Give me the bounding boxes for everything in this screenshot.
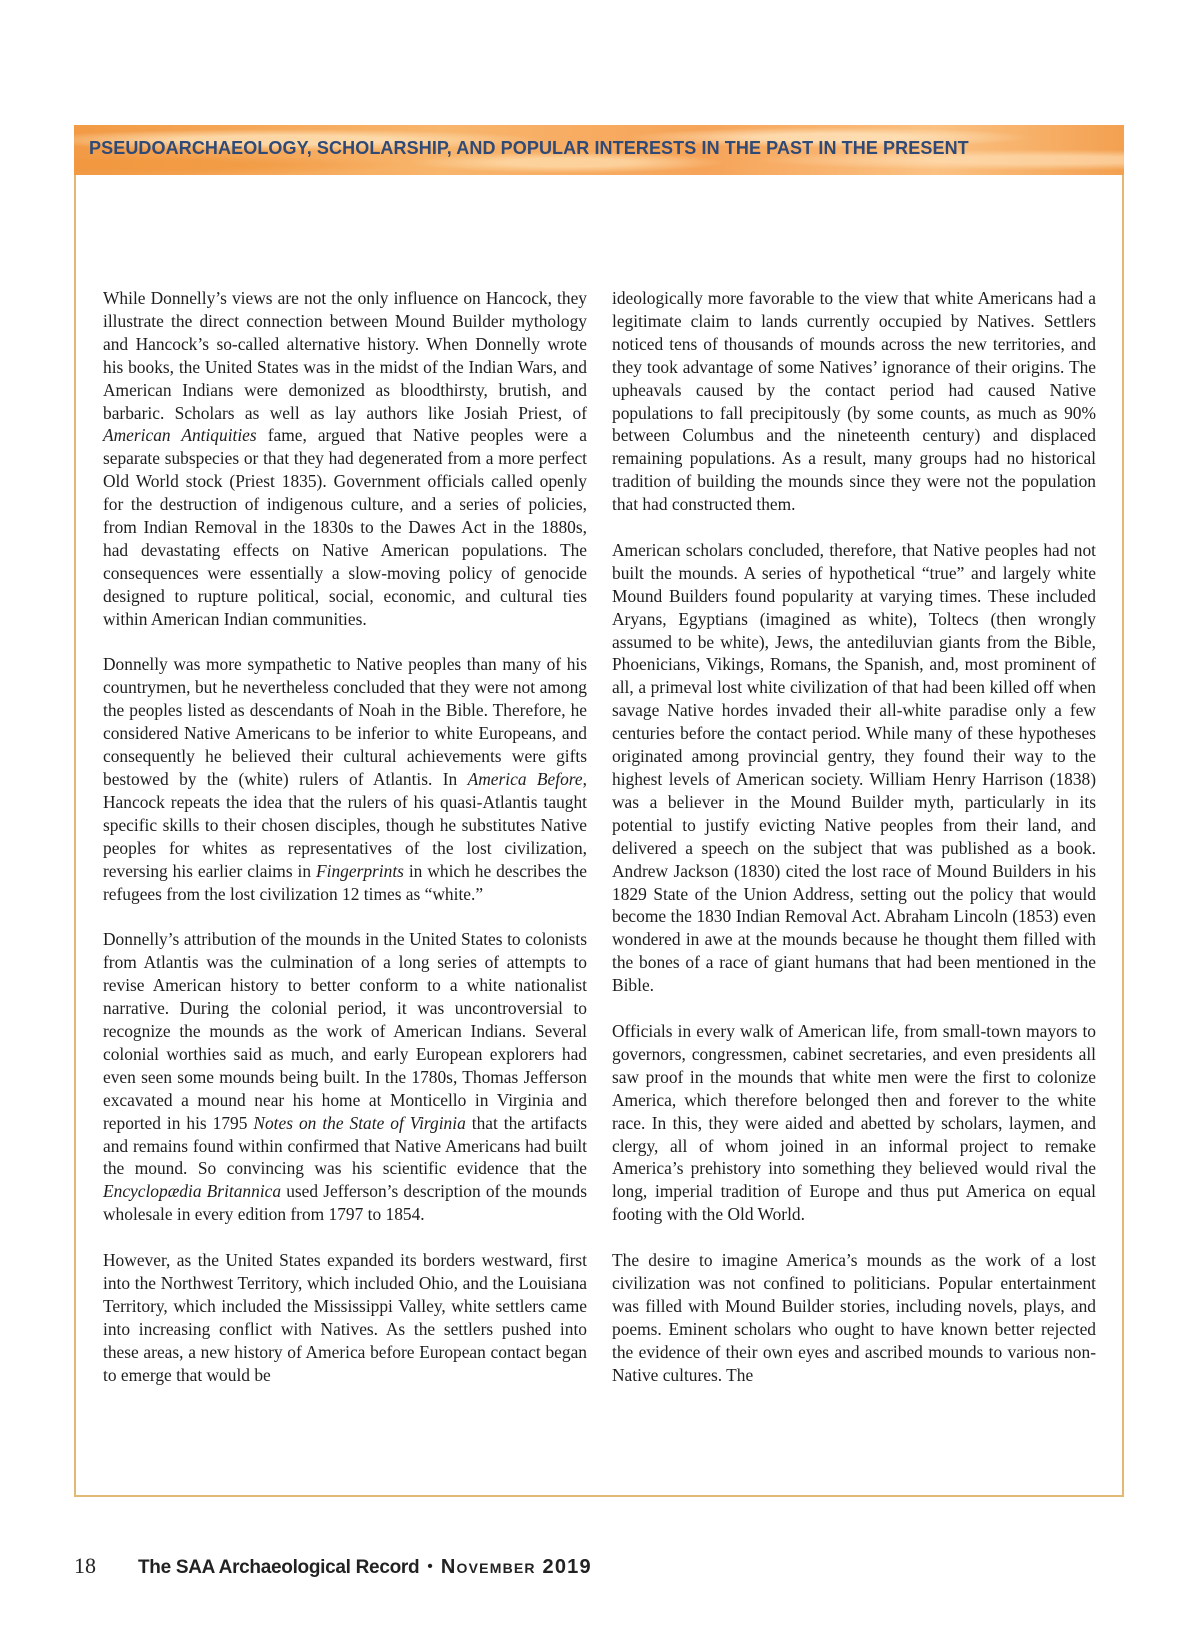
issue-date: November 2019 bbox=[440, 1556, 592, 1578]
italic-title: Fingerprints bbox=[316, 860, 404, 881]
article-column-right bbox=[612, 287, 1096, 1386]
italic-title: Encyclopædia Britannica bbox=[103, 1181, 282, 1202]
article-paragraph: While Donnelly’s views are not the only influence on Hancock, they illustrate the direct connection between Mound Builder mythology and Hancock’s so-called alternative history. When Donnelly wrote his books, the United States was in the midst of the Indian Wars, and American Indians were demonized as bloodthirsty, brutish, and barbaric. Scholars as well as lay authors like Josiah Priest, of American Antiquities fame, argued that Native peoples were a separate subspecies or that they had degenerated from a more perfect Old World stock (Priest 1835). Government officials called openly for the destruction of indigenous culture, and a series of policies, from Indian Removal in the 1830s to the Dawes Act in the 1880s, had devastating effects on Native American populations. The consequences were essentially a slow-moving policy of genocide designed to rupture political, social, economic, and cultural ties within American Indian communities. bbox=[103, 288, 587, 629]
article-paragraph: Donnelly was more sympathetic to Native peoples than many of his countrymen, but he nevertheless concluded that they were not among the peoples listed as descendants of Noah in the Bible. Therefore, he considered Native Americans to be inferior to white Europeans, and consequently he believed their cultural achievements were gifts bestowed by the (white) rulers of Atlantis. In America Before, Hancock repeats the idea that the rulers of his quasi-Atlantis taught specific skills to their chosen disciples, though he substitutes Native peoples for whites as representatives of the lost civilization, reversing his earlier claims in Fingerprints in which he describes the refugees from the lost civilization 12 times as “white.” bbox=[103, 654, 587, 904]
article-paragraph: However, as the United States expanded its borders westward, first into the Northwest Territory, which included Ohio, and the Louisiana Territory, which included the Mississippi Valley, white settlers came into increasing conflict with Natives. As the settlers pushed into these areas, a new history of America before European contact began to emerge that would be bbox=[103, 1250, 587, 1385]
italic-title: Notes on the State of Virginia bbox=[253, 1112, 466, 1133]
article-paragraph: Officials in every walk of American life, from small-town mayors to governors, congressmen, cabinet secretaries, and even presidents all saw proof in the mounds that white men were the first to colonize America, which therefore belonged then and forever to the white race. In this, they were aided and abetted by scholars, laymen, and clergy, all of whom joined in an informal project to remake America’s prehistory into something they believed would rival the long, imperial tradition of Europe and thus put America on equal footing with the Old World. bbox=[612, 1020, 1096, 1225]
section-banner bbox=[74, 125, 1124, 175]
article-paragraph: ideologically more favorable to the view that white Americans had a legitimate claim to lands currently occupied by Natives. Settlers noticed tens of thousands of mounds across the new territories, and they took advantage of some Natives’ ignorance of their origins. The upheavals caused by the contact period had caused Native populations to fall precipitously (by some counts, as much as 90% between Columbus and the nineteenth century) and displaced remaining populations. As a result, many groups had no historical tradition of building the mounds since they were not the population that had constructed them. bbox=[612, 288, 1096, 515]
section-title: PSEUDOARCHAEOLOGY, SCHOLARSHIP, AND POPULAR INTERESTS IN THE PAST IN THE PRESENT bbox=[89, 138, 969, 158]
article-paragraph: Donnelly’s attribution of the mounds in the United States to colonists from Atlantis was the culmination of a long series of attempts to revise American history to better conform to a white nationalist narrative. During the colonial period, it was uncontroversial to recognize the mounds as the work of American Indians. Several colonial worthies said as much, and early European explorers had even seen some mounds being built. In the 1780s, Thomas Jefferson excavated a mound near his home at Monticello in Virginia and reported in his 1795 Notes on the State of Virginia that the artifacts and remains found within confirmed that Native Americans had built the mound. So convincing was his scientific evidence that the Encyclopædia Britannica used Jefferson’s description of the mounds wholesale in every edition from 1797 to 1854. bbox=[103, 929, 587, 1225]
italic-title: America Before bbox=[467, 769, 583, 790]
italic-title: American Antiquities bbox=[103, 425, 257, 446]
article-paragraph: The desire to imagine America’s mounds as the work of a lost civilization was not confined to politicians. Popular entertainment was filled with Mound Builder stories, including novels, plays, and poems. Eminent scholars who ought to have known better rejected the evidence of their own eyes and ascribed mounds to various non-Native cultures. The bbox=[612, 1250, 1096, 1385]
article-column-left bbox=[103, 287, 587, 1386]
journal-name: The SAA Archaeological Record bbox=[138, 1557, 420, 1578]
article-paragraph: American scholars concluded, therefore, that Native peoples had not built the mounds. A series of hypothetical “true” and largely white Mound Builders found popularity at varying times. These included Aryans, Egyptians (imagined as white), Toltecs (then wrongly assumed to be white), Jews, the antediluvian giants from the Bible, Phoenicians, Vikings, Romans, the Spanish, and, most prominent of all, a primeval lost white civilization of that had been killed off when savage Native hordes invaded their all-white paradise only a few centuries before the contact period. While many of these hypotheses originated among provincial gentry, they found their way to the highest levels of American society. William Henry Harrison (1838) was a believer in the Mound Builder myth, particularly in its potential to justify evicting Native peoples from their land, and delivered a speech on the subject that was published as a book. Andrew Jackson (1830) cited the lost race of Mound Builders in his 1829 State of the Union Address, setting out the policy that would become the 1830 Indian Removal Act. Abraham Lincoln (1853) even wondered in awe at the mounds because he thought them filled with the bones of a race of giant humans that had been mentioned in the Bible. bbox=[612, 539, 1096, 996]
page-number: 18 bbox=[74, 1553, 96, 1578]
page-footer bbox=[74, 1553, 592, 1579]
footer-separator: • bbox=[427, 1558, 433, 1575]
